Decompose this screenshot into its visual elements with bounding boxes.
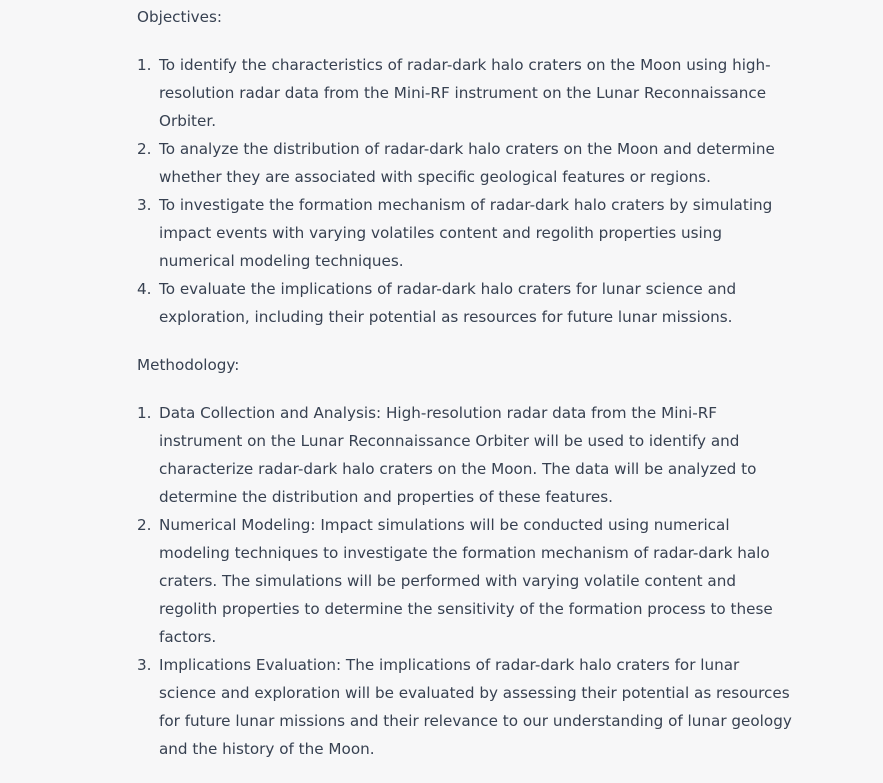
list-number: 1.: [137, 404, 152, 422]
methodology-item: [137, 651, 797, 763]
objective-text: To investigate the formation mechanism of radar-dark halo craters by simulating impact events with varying volatiles content and regolith properties using numerical modeling techniques.: [159, 196, 773, 270]
objective-item: [137, 191, 797, 275]
objective-item: [137, 275, 797, 331]
list-number: 3.: [137, 656, 152, 674]
list-number: 2.: [137, 516, 152, 534]
objective-item: [137, 135, 797, 191]
objectives-list: [137, 51, 797, 331]
methodology-text: Data Collection and Analysis: High-resolution radar data from the Mini-RF instrument on the Lunar Reconnaissance Orbiter will be used to identify and characterize radar-dark halo craters on the Moon. The data will be analyzed to determine the distribution and properties of these features.: [159, 404, 757, 506]
list-number: 1.: [137, 56, 152, 74]
objectives-heading: Objectives:: [137, 8, 223, 26]
objective-text: To identify the characteristics of radar-dark halo craters on the Moon using high-resolution radar data from the Mini-RF instrument on the Lunar Reconnaissance Orbiter.: [159, 56, 771, 130]
list-number: 2.: [137, 140, 152, 158]
methodology-text: Implications Evaluation: The implications of radar-dark halo craters for lunar science and exploration will be evaluated by assessing their potential as resources for future lunar missions and their relevance to our understanding of lunar geology and the history of the Moon.: [159, 656, 792, 758]
list-number: 4.: [137, 280, 152, 298]
objective-item: [137, 51, 797, 135]
methodology-list: [137, 399, 797, 763]
methodology-text: Numerical Modeling: Impact simulations will be conducted using numerical modeling techniques to investigate the formation mechanism of radar-dark halo craters. The simulations will be performed with varying volatile content and regolith properties to determine the sensitivity of the formation process to these factors.: [159, 516, 773, 646]
response-content: [137, 3, 797, 783]
methodology-item: [137, 511, 797, 651]
objective-text: To analyze the distribution of radar-dark halo craters on the Moon and determine whether they are associated with specific geological features or regions.: [159, 140, 775, 186]
list-number: 3.: [137, 196, 152, 214]
methodology-item: [137, 399, 797, 511]
methodology-heading: Methodology:: [137, 356, 240, 374]
objective-text: To evaluate the implications of radar-dark halo craters for lunar science and exploration, including their potential as resources for future lunar missions.: [159, 280, 737, 326]
